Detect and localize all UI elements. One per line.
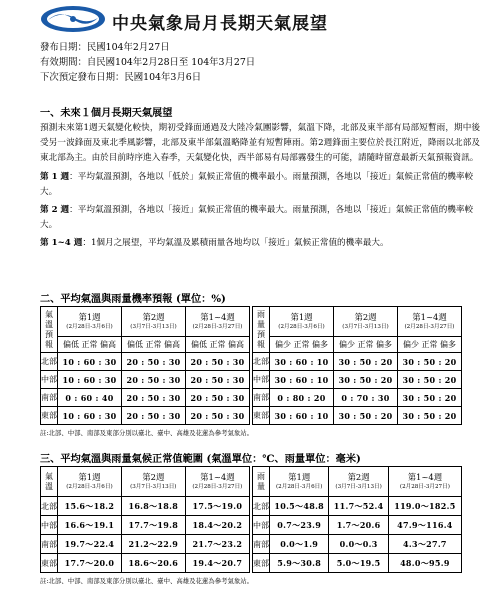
period-range: (2月28日-3月6日) (275, 484, 323, 490)
temp-normal-cell: 19.4～20.7 (185, 554, 249, 573)
period-name: 第1週 (78, 312, 101, 322)
period-name: 第1~4週 (200, 472, 235, 482)
temp-normal-label (41, 467, 58, 497)
rain-prob-cell: 30 : 50 : 20 (398, 389, 462, 407)
rain-normal-cell: 0.0～0.3 (329, 535, 388, 554)
week2-text: ：平均氣溫預測，各地以「接近」氣候正常值的機率最大。雨量預測，各地以「接近」氣候正常值的機率較大。 (40, 205, 474, 230)
region-label: 中部 (253, 516, 270, 535)
temp-forecast-label (41, 307, 58, 353)
temp-normal-cell: 21.2～22.9 (121, 535, 185, 554)
week14-text: ：1個月之展望，平均氣溫及累積雨量各地均以「接近」氣候正常值的機率最大。 (82, 238, 389, 248)
rain-normal-cell: 11.7～52.4 (329, 497, 388, 516)
issue-date: 發布日期：民國104年2月27日 (40, 42, 170, 53)
rain-normal-cell: 5.0～19.5 (329, 554, 388, 573)
rain-normal-label (253, 467, 270, 497)
temp-prob-cell: 20 : 50 : 30 (186, 407, 250, 425)
issue-meta (40, 40, 255, 85)
week14-label: 第 1~4 週 (40, 238, 83, 248)
rain-normal-label-text: 雨量 (257, 471, 265, 491)
outlook-paragraph: 預測未來第1週天氣變化較快，期初受鋒面通過及大陸冷氣團影響，氣溫下降，北部及東半部有局部短暫雨，期中後受另一波鋒面及東北季風影響，北部及東半部氣溫略降並有短暫陣雨。第2週鋒面主要位於長江附近，降雨以北部及東北部為主。由於目前時序進入春季，天氣變化快，西半部易有局部霧發生的可能，請隨時留意最新天氣預報資訊。 (40, 123, 480, 163)
temp-prob-cell: 20 : 50 : 30 (186, 353, 250, 371)
rain-prob-cell: 30 : 60 : 10 (270, 353, 334, 371)
rain-forecast-label (253, 307, 270, 353)
rain-normal-cell: 10.5～48.8 (270, 497, 329, 516)
rain-prob-cell: 30 : 50 : 20 (398, 353, 462, 371)
temp-prob-cell: 10 : 60 : 30 (58, 371, 122, 389)
region-label: 南部 (253, 535, 270, 554)
temp-prob-cell: 0 : 60 : 40 (58, 389, 122, 407)
valid-period: 有效期間：自民國104年2月28日至 104年3月27日 (40, 57, 256, 68)
rain-prob-cell: 30 : 60 : 10 (270, 371, 334, 389)
rain-forecast-label-text: 雨量預報 (257, 309, 265, 349)
region-label: 北部 (41, 353, 58, 371)
week1-text: ：平均氣溫預測，各地以「低於」氣候正常值的機率最小。雨量預測，各地以「接近」氣候正常值的機率較大。 (40, 172, 474, 197)
region-label: 中部 (253, 371, 270, 389)
period-range: (2月28日-3月27日) (192, 324, 243, 330)
temp-prob-cell: 10 : 60 : 30 (58, 353, 122, 371)
rain-col-heads: 偏少 正常 偏多 (270, 337, 334, 353)
week1-outlook (40, 170, 480, 199)
rain-period-3 (398, 307, 462, 337)
temp-normal-period-1 (58, 467, 122, 497)
rain-prob-cell: 30 : 50 : 20 (334, 407, 398, 425)
period-range: (3月7日-3月13日) (130, 484, 177, 490)
cwb-logo-icon (40, 5, 106, 33)
period-name: 第1~4週 (407, 472, 443, 482)
period-range: (2月28日-3月27日) (192, 484, 243, 490)
temp-col-heads: 偏低 正常 偏高 (122, 337, 186, 353)
rain-normal-period-2 (329, 467, 388, 497)
period-name: 第2週 (347, 472, 370, 482)
rain-normal-cell: 48.0～95.9 (388, 554, 461, 573)
rain-prob-cell: 30 : 60 : 10 (270, 407, 334, 425)
rain-probability-table (252, 306, 462, 425)
temp-prob-cell: 20 : 50 : 30 (186, 389, 250, 407)
region-label: 南部 (41, 389, 58, 407)
week14-outlook (40, 236, 480, 251)
temp-normal-cell: 17.7～20.0 (58, 554, 122, 573)
section-outlook (40, 104, 480, 251)
temp-normal-period-2 (121, 467, 185, 497)
rain-normal-period-3 (388, 467, 461, 497)
rain-normal-cell: 0.0～1.9 (270, 535, 329, 554)
temp-normal-cell: 21.7～23.2 (185, 535, 249, 554)
region-label: 東部 (41, 407, 58, 425)
rain-normal-cell: 4.3～27.7 (388, 535, 461, 554)
period-range: (3月7日-3月13日) (342, 324, 389, 330)
temp-period-2 (122, 307, 186, 337)
header (40, 5, 480, 35)
temp-normal-cell: 17.7～19.8 (121, 516, 185, 535)
period-range: (3月7日-3月13日) (335, 484, 382, 490)
temp-period-3 (186, 307, 250, 337)
week2-outlook (40, 203, 480, 232)
period-range: (2月28日-3月27日) (399, 484, 450, 490)
temp-normal-cell: 16.6～19.1 (58, 516, 122, 535)
period-name: 第1週 (288, 472, 311, 482)
period-name: 第1週 (290, 312, 313, 322)
period-name: 第1~4週 (200, 312, 235, 322)
rain-prob-cell: 30 : 50 : 20 (334, 371, 398, 389)
region-label: 南部 (253, 389, 270, 407)
period-range: (2月28日-3月6日) (278, 324, 325, 330)
region-label: 東部 (253, 554, 270, 573)
section-normal-range-title: 三、平均氣溫與雨量氣候正常值範圍 (氣溫單位：℃、雨量單位：毫米) (40, 453, 361, 465)
region-label: 中部 (41, 516, 58, 535)
rain-prob-cell: 30 : 50 : 20 (398, 407, 462, 425)
rain-col-heads: 偏少 正常 偏多 (398, 337, 462, 353)
rain-normal-period-1 (270, 467, 329, 497)
period-range: (2月28日-3月6日) (66, 484, 113, 490)
week2-label: 第 2 週 (40, 205, 70, 215)
region-label: 東部 (41, 554, 58, 573)
section-probability-title: 二、平均氣溫與雨量機率預報 (單位：%) (40, 293, 226, 305)
period-name: 第1週 (78, 472, 101, 482)
temp-normal-table (40, 466, 250, 573)
rain-prob-cell: 0 : 80 : 20 (270, 389, 334, 407)
temp-normal-cell: 16.8～18.8 (121, 497, 185, 516)
region-label: 北部 (253, 497, 270, 516)
temp-normal-cell: 19.7～22.4 (58, 535, 122, 554)
probability-footnote: 註:北部、中部、南部及東部分別以臺北、臺中、高雄及花蓮為參考氣象站。 (40, 429, 254, 437)
temp-normal-label-text: 氣溫 (45, 471, 53, 491)
period-name: 第2週 (142, 472, 165, 482)
rain-period-1 (270, 307, 334, 337)
temp-prob-cell: 10 : 60 : 30 (58, 407, 122, 425)
temp-normal-cell: 18.6～20.6 (121, 554, 185, 573)
period-range: (2月28日-3月27日) (404, 324, 455, 330)
rain-normal-cell: 5.9～30.8 (270, 554, 329, 573)
rain-period-2 (334, 307, 398, 337)
region-label: 中部 (41, 371, 58, 389)
rain-prob-cell: 30 : 50 : 20 (334, 353, 398, 371)
rain-normal-cell: 47.9～116.4 (388, 516, 461, 535)
rain-normal-cell: 0.7～23.9 (270, 516, 329, 535)
rain-normal-cell: 1.7～20.6 (329, 516, 388, 535)
temp-prob-cell: 20 : 50 : 30 (122, 389, 186, 407)
rain-prob-cell: 30 : 50 : 20 (398, 371, 462, 389)
temp-prob-cell: 20 : 50 : 30 (122, 353, 186, 371)
temp-normal-cell: 15.6～18.2 (58, 497, 122, 516)
period-name: 第2週 (354, 312, 377, 322)
temp-col-heads: 偏低 正常 偏高 (58, 337, 122, 353)
region-label: 東部 (253, 407, 270, 425)
temp-forecast-label-text: 氣溫預報 (45, 309, 53, 349)
temp-normal-cell: 17.5～19.0 (185, 497, 249, 516)
temp-col-heads: 偏低 正常 偏高 (186, 337, 250, 353)
region-label: 北部 (41, 497, 58, 516)
period-name: 第2週 (142, 312, 165, 322)
rain-normal-table (252, 466, 462, 573)
section-outlook-title: 一、未來１個月長期天氣展望 (40, 107, 173, 119)
period-name: 第1~4週 (412, 312, 447, 322)
rain-normal-cell: 119.0～182.5 (388, 497, 461, 516)
temp-probability-table (40, 306, 250, 425)
temp-period-1 (58, 307, 122, 337)
temp-normal-cell: 18.4～20.2 (185, 516, 249, 535)
next-issue-date: 下次預定發布日期：民國104年3月6日 (40, 72, 202, 83)
temp-prob-cell: 20 : 50 : 30 (122, 371, 186, 389)
region-label: 北部 (253, 353, 270, 371)
normal-range-footnote: 註:北部、中部、南部及東部分別以臺北、臺中、高雄及花蓮為參考氣象站。 (40, 577, 254, 585)
region-label: 南部 (41, 535, 58, 554)
temp-prob-cell: 20 : 50 : 30 (186, 371, 250, 389)
period-range: (3月7日-3月13日) (130, 324, 177, 330)
page-title: 中央氣象局月長期天氣展望 (112, 14, 328, 34)
week1-label: 第 1 週 (40, 172, 70, 182)
rain-prob-cell: 0 : 70 : 30 (334, 389, 398, 407)
temp-normal-period-3 (185, 467, 249, 497)
rain-col-heads: 偏少 正常 偏多 (334, 337, 398, 353)
temp-prob-cell: 20 : 50 : 30 (122, 407, 186, 425)
period-range: (2月28日-3月6日) (66, 324, 113, 330)
